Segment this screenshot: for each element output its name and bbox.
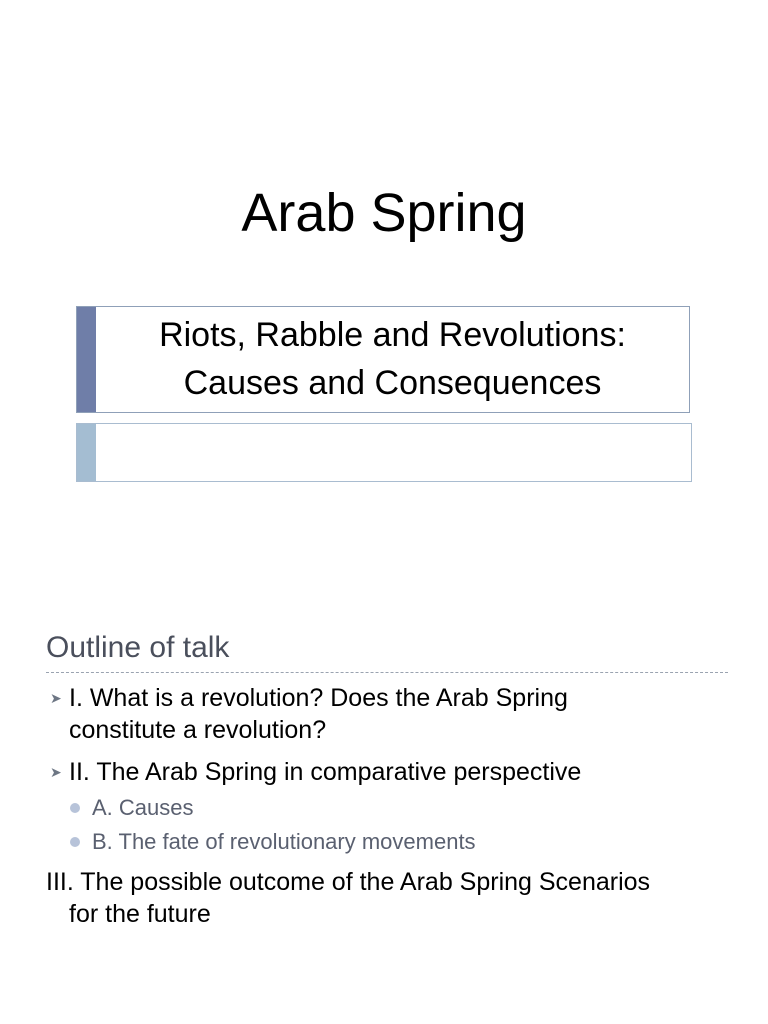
- outline-list: [46, 682, 736, 930]
- list-item: [46, 866, 736, 930]
- sub-list-item: [46, 794, 736, 822]
- list-item: [46, 682, 736, 746]
- dot-bullet-icon: [70, 803, 80, 813]
- outline-slide: [0, 560, 768, 1024]
- sub-list-item: [46, 828, 736, 856]
- list-item: [46, 756, 736, 788]
- list-item-line: III. The possible outcome of the Arab Spring Scenarios: [46, 868, 651, 896]
- outline-heading: Outline of talk: [46, 631, 230, 664]
- list-item-line: I. What is a revolution? Does the Arab Spring: [69, 684, 568, 712]
- subtitle-accent-bar: [77, 307, 96, 412]
- subtitle-text: [96, 311, 689, 407]
- placeholder-accent-bar: [77, 424, 96, 481]
- sub-list-item-text: B. The fate of revolutionary movements: [92, 829, 476, 854]
- list-item-line: constitute a revolution?: [69, 716, 327, 744]
- sub-list-item-text: A. Causes: [92, 795, 194, 820]
- subtitle-box: [76, 306, 690, 413]
- slide-title: Arab Spring: [241, 183, 527, 243]
- arrow-bullet-icon: ➤: [50, 764, 62, 780]
- dot-bullet-icon: [70, 837, 80, 847]
- empty-placeholder-box: [76, 423, 692, 482]
- subtitle-line-1: Riots, Rabble and Revolutions:: [159, 316, 626, 354]
- list-item-line: for the future: [69, 900, 211, 928]
- arrow-bullet-icon: ➤: [50, 690, 62, 706]
- list-item-line: II. The Arab Spring in comparative perspective: [69, 758, 582, 786]
- heading-divider: [46, 672, 728, 673]
- subtitle-line-2: Causes and Consequences: [183, 364, 602, 402]
